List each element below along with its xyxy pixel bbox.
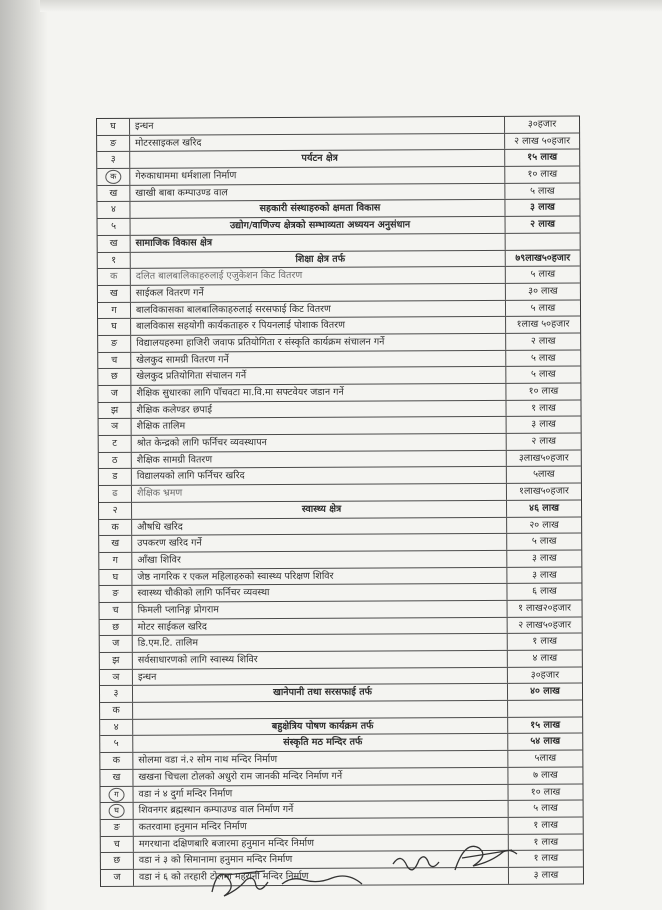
item-number-label: ग [112,554,119,566]
item-number-label: घ [111,321,117,333]
item-description: खेलकुद सामग्री वितरण गर्ने [131,350,506,368]
item-amount: ५लाख [534,752,557,764]
item-description: विद्यालयको लागि फर्निचर खरिद [132,467,507,485]
item-amount: ४ लाख [532,652,558,664]
item-number-label: क [110,271,118,283]
item-number-label: छ [113,855,121,867]
item-description: वडा नं ३ को सिमानामा हनुमान मन्दिर निर्माण [134,851,509,869]
item-number-label: घ [110,120,116,132]
item-number-label: झ [112,654,120,666]
item-number-label: ख [111,538,120,550]
item-amount: ५ लाख [530,368,556,381]
item-number-label: ड [112,471,118,483]
item-description: जेष्ठ नागरिक र एकल महिलाहरुको स्वास्थ्य परिक्षण शिविर [132,567,507,585]
item-description: सोलमा वडा नं.२ सोम नाथ मन्दिर निर्माण [133,751,508,769]
item-amount: ५ लाख [530,185,555,197]
item-description: श्रोत केन्द्रको लागि फर्निचर व्यवस्थापन [132,434,507,452]
item-number-label: ञ [112,671,120,683]
item-amount: १ लाख [533,852,559,864]
item-description: पर्यटन क्षेत्र [130,150,505,168]
item-amount: २ लाख [530,335,556,347]
item-amount: १लाख ५०हजार [516,318,570,331]
signature-right-icon [393,846,517,870]
item-amount: १ लाख [531,402,556,414]
item-description: कतरवामा हनुमान मन्दिर निर्माण [134,818,509,836]
item-number-label: ५ [111,221,117,233]
item-description: खखना चिचला टोलको अधुरो राम जानकी मन्दिर निर्माण गर्ने [133,768,508,786]
item-description: सर्वसाधारणको लागि स्वास्थ्य शिविर [133,651,508,669]
item-amount: २ लाख५०हजार [518,619,572,631]
item-description: डि.एम.टि. तालिम [133,634,508,652]
item-description: विद्यालयहरुमा हाजिरी जवाफ प्रतियोगिता र संस्कृति कार्यक्रम संचालन गर्ने [131,334,506,352]
item-amount: १५ लाख [527,151,558,164]
item-description: गेरुकाधाममा धर्मशाला निर्माण [130,167,505,185]
item-number-label: २ [112,504,118,516]
item-amount: ५४ लाख [530,736,561,748]
item-number-label: ३ [110,154,116,166]
item-description: खाखी बाबा कम्पाउण्ड वाल [130,184,505,202]
item-description: शैक्षिक सुधारका लागि पाँचवटा मा.वि.मा सफ्टवेयर जडान गर्ने [131,384,506,402]
item-description: वडा नं ६ को तरहारी टोलमा महरानी मन्दिर निर्माण [134,868,509,886]
item-number-label: ठ [111,454,118,466]
item-number-label: च [113,838,120,850]
item-description: खानेपानी तथा सरसफाई तर्फ [133,684,508,702]
item-number-label: घ [112,571,119,583]
item-amount: ५ लाख [533,802,558,814]
item-amount: ४६ लाख [529,502,560,514]
item-description: साईकल वितरण गर्ने [131,284,506,302]
item-description: आँखा शिविर [132,551,507,569]
item-number-label: ङ [113,821,120,833]
item-amount: ३०हजार [530,669,560,681]
item-amount: ३ लाख [533,869,559,881]
item-number-label: क [112,755,121,767]
item-description: मगरथाना दक्षिणबारि बजारमा हनुमान मन्दिर निर्माण [134,834,509,852]
item-number-label: च [112,604,119,616]
item-number-label: ख [109,287,118,299]
item-number-label: ट [112,437,118,449]
item-number-label: झ [110,404,119,416]
item-amount: १० लाख [527,168,558,180]
item-description: उपकरण खरिद गर्ने [132,534,507,552]
item-description: संस्कृति मठ मन्दिर तर्फ [133,734,508,752]
item-description: सहकारी संस्थाहरुको क्षमता विकास [130,200,505,218]
item-amount: ५ लाख [530,268,556,280]
item-amount: २ लाख ५०हजार [514,135,571,147]
item-number-label: ४ [113,721,119,733]
item-number-label: ख [112,771,121,783]
item-description: शिवनगर ब्रह्मस्थान कम्पाउण्ड वाल निर्माण गर्ने [134,801,509,819]
item-amount: ३०हजार [527,118,557,130]
item-description: शैक्षिक कलेण्डर छपाई [131,401,506,419]
item-number-label: १ [111,254,117,266]
item-amount: ५ लाख [530,302,556,314]
item-description: शैक्षिक तालिम [132,417,507,435]
item-amount: ३ लाख [531,418,556,431]
item-amount: ५ लाख [531,535,557,547]
item-description: शिक्षा क्षेत्र तर्फ [131,250,506,268]
item-amount: १ लाख [533,819,559,831]
item-description: दलित बालबालिकाहरुलाई एजुकेशन किट वितरण [131,267,506,285]
item-number-label: क [112,704,120,716]
item-description: वडा नं ४ दुर्गा मन्दिर निर्माण [133,784,508,802]
item-amount: २० लाख [529,519,559,531]
item-amount: ६ लाख [532,585,557,597]
item-amount: ३ लाख [529,202,555,214]
item-description: औषधि खरिद [132,517,507,535]
item-amount: १५ लाख [530,719,561,731]
item-number-label: ४ [110,204,116,216]
item-description: शैक्षिक भ्रमण [132,484,507,502]
item-description: स्वास्थ्य चौकीको लागि फर्निचर व्यवस्था [132,584,507,602]
item-amount: २ लाख [531,435,557,447]
item-amount: ५लाख [533,469,555,481]
item-number-label: च [111,354,118,366]
item-number-label: छ [110,371,118,383]
item-amount: १ लाख२०हजार [518,602,572,614]
item-number-label: ख [109,237,118,249]
item-amount: ३ लाख [532,569,557,581]
item-description: इन्धन [133,668,508,686]
item-number-label: ङ [112,588,119,600]
item-description: फिमली प्लानिङ्ग प्रोगराम [133,601,508,619]
item-amount: १० लाख [528,385,559,397]
item-number-label: क [105,170,121,184]
item-number-label: ख [109,187,118,199]
item-amount: १ लाख [532,635,558,648]
item-description: बालविकास सहयोगी कार्यकताहरु र पियनलाई पोशाक वितरण [131,317,506,335]
signature-left-icon [212,871,362,896]
item-description: सामाजिक विकास क्षेत्र [131,234,506,252]
item-amount: १ लाख [533,836,559,848]
item-number-label: ज [113,871,121,883]
item-number-label: ङ [111,337,118,349]
item-amount: १० लाख [530,786,561,798]
item-number-label: ग [111,304,117,316]
item-number-label: छ [112,621,120,633]
item-amount: ३० लाख [528,285,558,297]
item-number-label: ज [110,387,119,399]
item-number-label: ढ [112,488,118,500]
item-description: खेलकुद प्रतियोगिता संचालन गर्ने [131,367,506,385]
item-amount: ७९लाख५०हजार [515,252,571,264]
item-number-label: ञ [111,421,119,433]
item-amount: ५ लाख [530,352,556,364]
item-description: बालविकासका बालबालिकाहरुलाई सरसफाई किट वितरण [131,300,506,318]
item-amount: ४० लाख [530,685,560,698]
item-description: मोटर साईकल खरिद [133,617,508,635]
item-amount: २ लाख [530,218,556,230]
item-description: शैक्षिक सामग्री वितरण [132,451,507,469]
item-amount: ३ लाख [531,552,557,564]
item-number-label: ५ [113,738,119,750]
item-description: बहुक्षेत्रिय पोषण कार्यक्रम तर्फ [133,718,508,736]
item-amount: ७ लाख [533,769,558,781]
item-number-label: घ [109,804,125,818]
item-description: इन्धन [130,117,505,135]
item-amount: १लाख५०हजार [518,485,569,497]
item-number-label: ३ [113,688,119,700]
item-description: मोटरसाइकल खरिद [130,134,505,152]
item-description: स्वास्थ्य क्षेत्र [132,501,507,519]
item-number-label: ङ [110,137,117,149]
item-number-label: ग [109,787,125,801]
item-amount: ३लाख५०हजार [518,452,569,464]
item-number-label: ज [112,638,120,650]
item-number-label: क [111,521,119,533]
item-description: उद्योग/वाणिज्य क्षेत्रको सम्भाव्यता अध्ययन अनुसंधान [131,217,506,235]
